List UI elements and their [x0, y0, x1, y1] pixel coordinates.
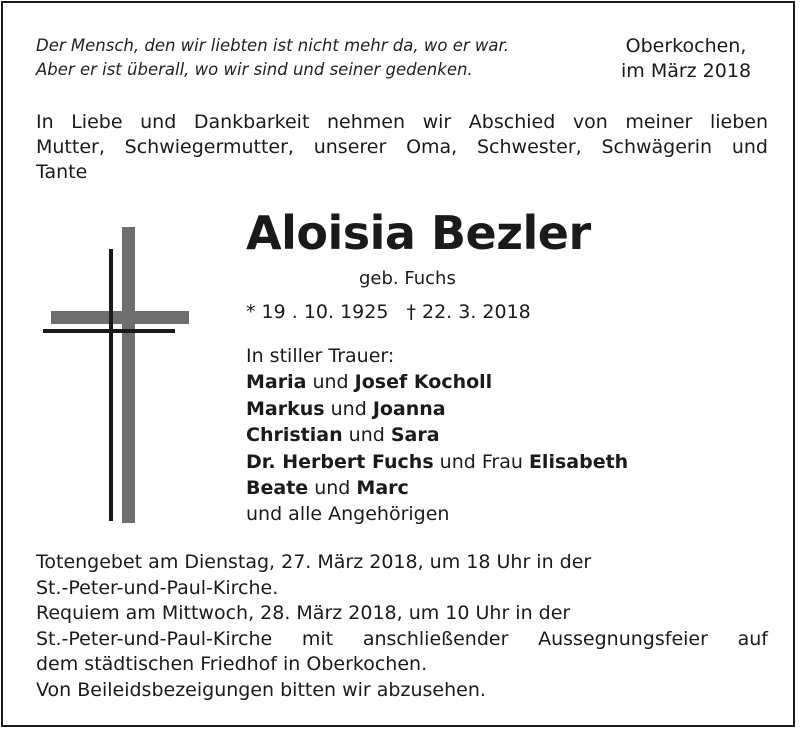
cross-shadow-horizontal: [51, 311, 189, 324]
mourners-heading: In stiller Trauer:: [246, 345, 395, 367]
cross-horizontal: [43, 329, 175, 333]
life-dates: [246, 299, 531, 325]
mourner-connector: und: [324, 397, 373, 420]
mourner-connector: und Frau: [433, 450, 529, 473]
mourner-name: Markus: [246, 397, 325, 420]
city: Oberkochen,: [625, 35, 747, 57]
memorial-quote: [36, 34, 509, 82]
obituary-notice: [1, 1, 795, 727]
quote-line-1: Der Mensch, den wir liebten ist nicht mehr da, wo er war.: [36, 36, 509, 55]
birth-date: * 19 . 10. 1925: [246, 301, 389, 323]
mourner-row: [246, 396, 628, 422]
mourner-row: [246, 369, 628, 395]
service-line-5: dem städtischen Friedhof in Oberkochen.: [36, 653, 428, 676]
mourner-name: Josef Kocholl: [354, 371, 493, 394]
mourner-connector: und: [308, 477, 357, 500]
mourner-name: Dr. Herbert Fuchs: [246, 450, 434, 473]
mourner-row: [246, 422, 628, 448]
mourner-name: Elisabeth: [528, 450, 629, 473]
mourner-name: Joanna: [372, 397, 446, 420]
mourner-connector: und: [306, 371, 355, 394]
service-details: [36, 550, 768, 704]
mourner-row: [246, 449, 628, 475]
maiden-name: geb. Fuchs: [359, 268, 456, 289]
quote-line-2: Aber er ist überall, wo wir sind und seiner gedenken.: [36, 60, 473, 79]
mourners-list: [246, 343, 628, 528]
service-line-1: Totengebet am Dienstag, 27. März 2018, um 18 Uhr in der: [36, 551, 592, 573]
mourner-name: Marc: [356, 477, 409, 500]
intro-line-2: Mutter, Schwiegermutter, unserer Oma, Schwester, Schwägerin und: [36, 136, 768, 158]
place-and-date: [621, 34, 751, 84]
mourner-row: [246, 475, 628, 501]
intro-paragraph: [36, 110, 768, 185]
mourner-name: Beate: [246, 477, 309, 500]
service-line-3: Requiem am Mittwoch, 28. März 2018, um 10 Uhr in der: [36, 602, 571, 625]
service-line-6: Von Beileidsbezeigungen bitten wir abzusehen.: [36, 678, 486, 701]
mourner-name: Christian: [246, 424, 343, 447]
deceased-name: Aloisia Bezler: [246, 206, 591, 260]
date: im März 2018: [621, 60, 752, 82]
cross-shadow-vertical: [122, 227, 135, 523]
mourner-name: Maria: [246, 371, 307, 394]
mourner-connector: und: [342, 424, 391, 447]
mourner-name: Sara: [390, 424, 440, 447]
service-line-4: St.-Peter-und-Paul-Kirche mit anschließender Aussegnungsfeier auf: [36, 627, 768, 650]
cross-vertical: [109, 249, 113, 521]
intro-line-1: In Liebe und Dankbarkeit nehmen wir Abschied von meiner lieben: [36, 111, 768, 133]
cross-icon: [39, 225, 191, 523]
intro-line-3: Tante: [36, 161, 88, 183]
service-line-2: St.-Peter-und-Paul-Kirche.: [36, 576, 279, 599]
death-date: † 22. 3. 2018: [406, 301, 531, 323]
mourners-closing: und alle Angehörigen: [246, 503, 450, 526]
